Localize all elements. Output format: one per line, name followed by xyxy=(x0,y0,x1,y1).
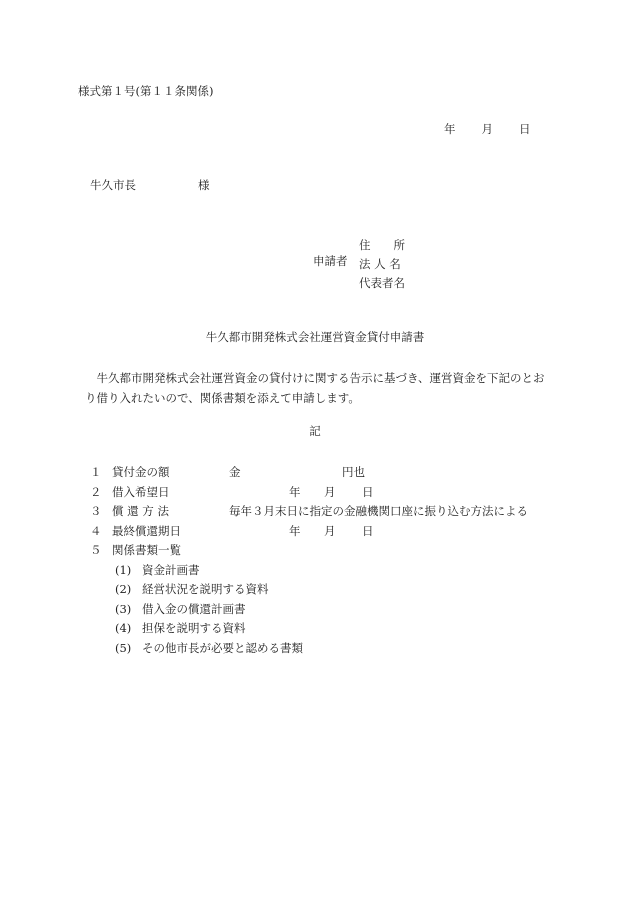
desired-date-day: 日 xyxy=(362,484,374,499)
document-number: (3) xyxy=(115,601,132,616)
item-label: 貸付金の額 xyxy=(112,465,170,479)
item-final-repayment-date xyxy=(90,522,570,542)
applicant-address-label: 住 所 xyxy=(359,238,405,252)
document-name: 資金計画書 xyxy=(142,562,200,577)
document-list-item xyxy=(90,639,490,659)
item-desired-date xyxy=(90,483,570,503)
item-number: ５ xyxy=(90,543,102,557)
document-list-item xyxy=(90,619,490,639)
desired-date-month: 月 xyxy=(324,484,336,499)
item-loan-amount xyxy=(90,463,570,483)
document-name: 担保を説明する資料 xyxy=(142,621,246,635)
document-number: (4) xyxy=(115,621,132,635)
loan-amount-unit: 円也 xyxy=(342,465,365,479)
body-paragraph xyxy=(85,368,555,408)
item-label: 関係書類一覧 xyxy=(112,543,181,557)
document-name: 借入金の償還計画書 xyxy=(142,601,246,616)
date-day: 日 xyxy=(519,122,531,136)
body-text: 牛久都市開発株式会社運営資金の貸付けに関する告示に基づき、運営資金を下記のとおり借り入れたいので、関係書類を添えて申請します。 xyxy=(85,371,545,405)
item-documents xyxy=(90,541,570,561)
recipient-honorific: 様 xyxy=(198,178,210,192)
item-number: ３ xyxy=(90,504,102,518)
item-number: ２ xyxy=(90,484,102,499)
final-date-month: 月 xyxy=(324,523,336,538)
applicant-corp-name-label: 法 人 名 xyxy=(359,257,401,271)
item-label: 借入希望日 xyxy=(112,484,170,499)
document-number: (1) xyxy=(115,562,132,577)
applicant-fields xyxy=(359,236,405,293)
final-date-day: 日 xyxy=(362,523,374,538)
applicant-label: 申請者 xyxy=(313,254,348,268)
desired-date-year: 年 xyxy=(289,484,301,499)
recipient-name: 牛久市長 xyxy=(90,178,136,192)
ki-heading: 記 xyxy=(309,424,321,438)
applicant-representative-label: 代表者名 xyxy=(359,276,405,290)
recipient xyxy=(90,180,210,192)
item-repayment-method xyxy=(90,502,570,522)
document-title: 牛久都市開発株式会社運営資金貸付申請書 xyxy=(205,330,425,344)
item-label: 償 還 方 法 xyxy=(112,504,169,518)
date-year: 年 xyxy=(444,122,456,136)
document-number: (2) xyxy=(115,582,132,596)
item-number: １ xyxy=(90,465,102,479)
document-number: (5) xyxy=(115,640,132,655)
document-list-item xyxy=(90,600,490,620)
document-list-item xyxy=(90,561,490,581)
application-date xyxy=(444,124,531,136)
document-name: 経営状況を説明する資料 xyxy=(142,582,269,596)
final-date-year: 年 xyxy=(289,523,301,538)
item-number: ４ xyxy=(90,523,102,538)
document-name: その他市長が必要と認める書類 xyxy=(142,640,303,655)
items-list xyxy=(90,463,570,658)
loan-amount-kin: 金 xyxy=(229,465,241,479)
form-number: 様式第１号(第１１条関係) xyxy=(78,84,214,98)
repayment-method-value: 毎年３月末日に指定の金融機関口座に振り込む方法による xyxy=(229,504,528,518)
document-list-item xyxy=(90,580,490,600)
item-label: 最終償還期日 xyxy=(112,523,181,538)
date-month: 月 xyxy=(481,122,493,136)
